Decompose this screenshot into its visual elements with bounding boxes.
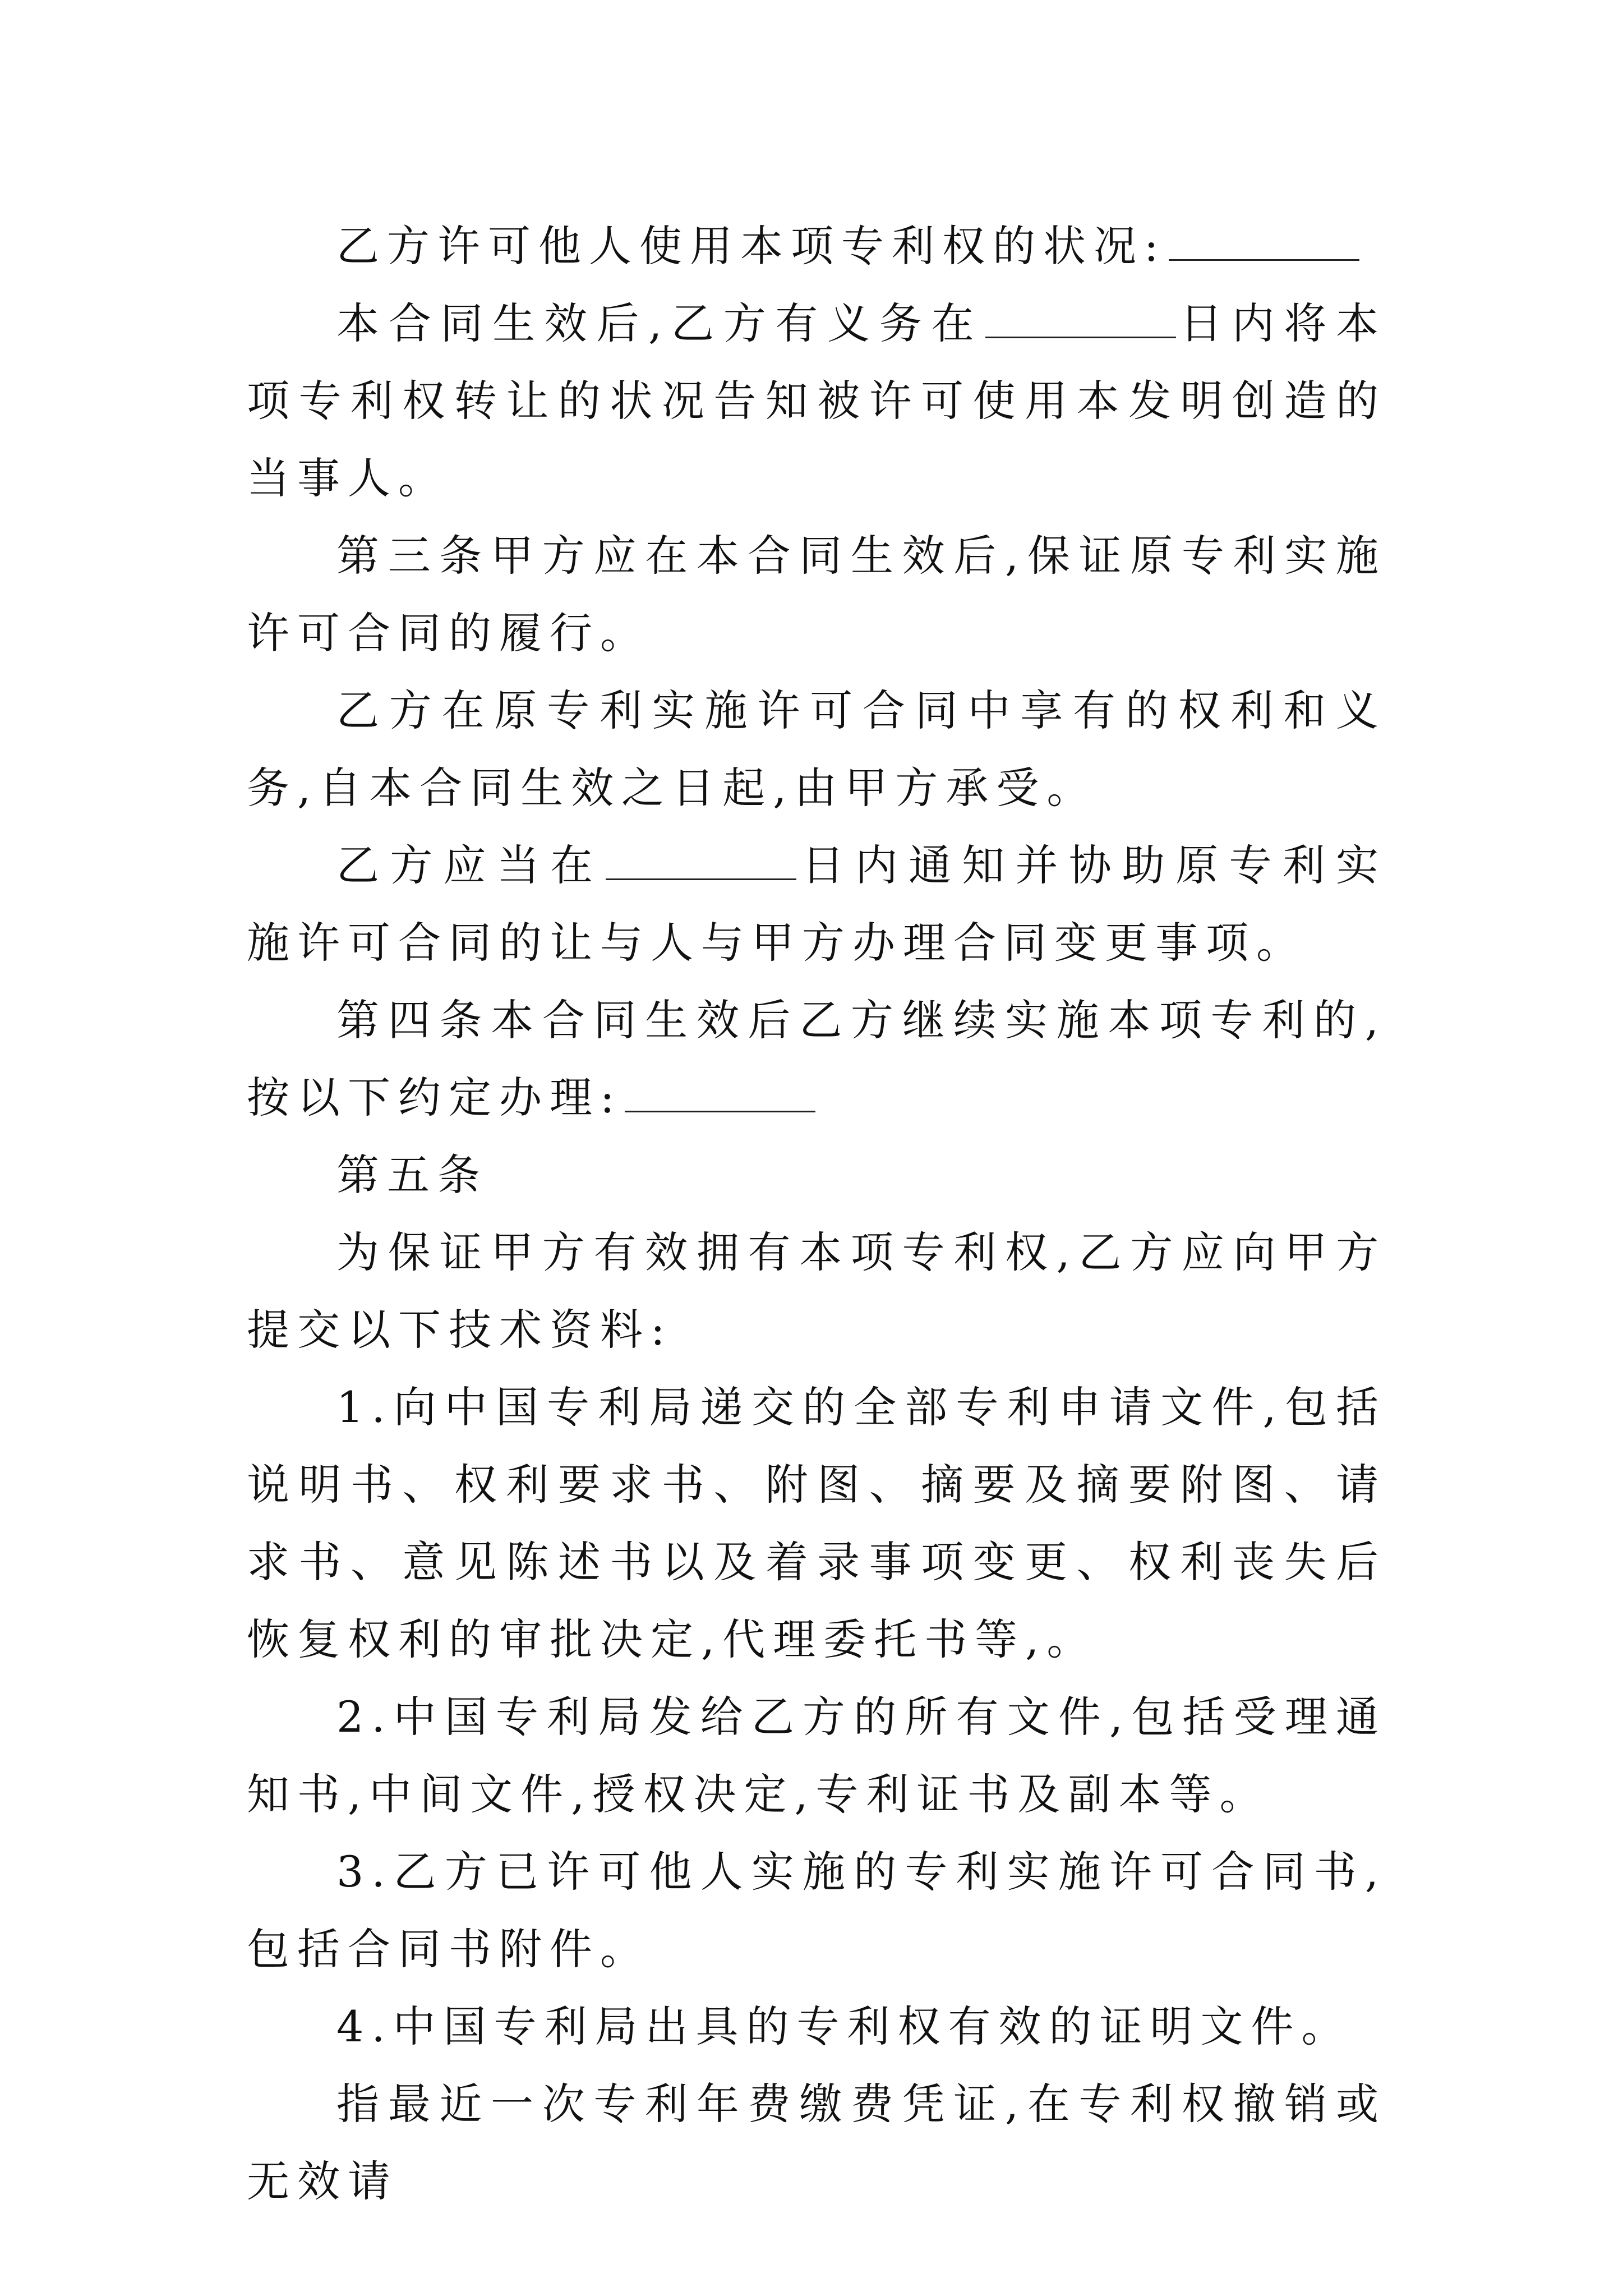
paragraph-text: 为保证甲方有效拥有本项专利权,乙方应向甲方提交以下技术资料: (247, 1227, 1386, 1355)
paragraph-text: 本合同生效后,乙方有义务在 (336, 298, 984, 348)
fill-in-blank[interactable] (606, 829, 796, 880)
paragraph (247, 1988, 1386, 2065)
document-body (247, 208, 1386, 2220)
paragraph-text: 4.中国专利局出具的专利权有效的证明文件。 (336, 2001, 1352, 2051)
paragraph-text: 日内通知并协助原专利实施许可合同的让与人与甲方办理合同变更事项。 (247, 840, 1386, 968)
paragraph (247, 2065, 1386, 2220)
paragraph (247, 672, 1386, 827)
paragraph (247, 285, 1386, 517)
paragraph (247, 1833, 1386, 1988)
paragraph-text: 第四条本合同生效后乙方继续实施本项专利的,按以下约定办理: (247, 995, 1386, 1122)
fill-in-blank[interactable] (985, 287, 1176, 338)
paragraph (247, 827, 1386, 982)
paragraph (247, 1214, 1386, 1369)
fill-in-blank[interactable] (625, 1061, 815, 1112)
paragraph-text: 第三条甲方应在本合同生效后,保证原专利实施许可合同的履行。 (247, 531, 1386, 658)
paragraph-text: 3.乙方已许可他人实施的专利实施许可合同书,包括合同书附件。 (247, 1847, 1386, 1974)
paragraph-text: 乙方在原专利实施许可合同中享有的权利和义务,自本合同生效之日起,由甲方承受。 (247, 685, 1386, 813)
paragraph (247, 1369, 1386, 1678)
paragraph (247, 1137, 1386, 1214)
paragraph (247, 208, 1386, 285)
paragraph-text: 日内将本项专利权转让的状况告知被许可使用本发明创造的当事人。 (247, 298, 1386, 503)
paragraph-text: 2.中国专利局发给乙方的所有文件,包括受理通知书,中间文件,授权决定,专利证书及副本等。 (247, 1692, 1386, 1819)
paragraph-text: 乙方许可他人使用本项专利权的状况: (336, 221, 1166, 271)
paragraph (247, 982, 1386, 1137)
paragraph-text: 1.向中国专利局递交的全部专利申请文件,包括说明书、权利要求书、附图、摘要及摘要附图、请求书、意见陈述书以及着录事项变更、权利丧失后恢复权利的审批决定,代理委托书等,。 (247, 1382, 1386, 1664)
fill-in-blank[interactable] (1169, 210, 1359, 261)
paragraph-text: 第五条 (336, 1150, 488, 1200)
paragraph-text: 乙方应当在 (336, 840, 604, 890)
paragraph-text: 指最近一次专利年费缴费凭证,在专利权撤销或无效请 (247, 2079, 1386, 2206)
paragraph (247, 1678, 1386, 1833)
paragraph (247, 517, 1386, 672)
